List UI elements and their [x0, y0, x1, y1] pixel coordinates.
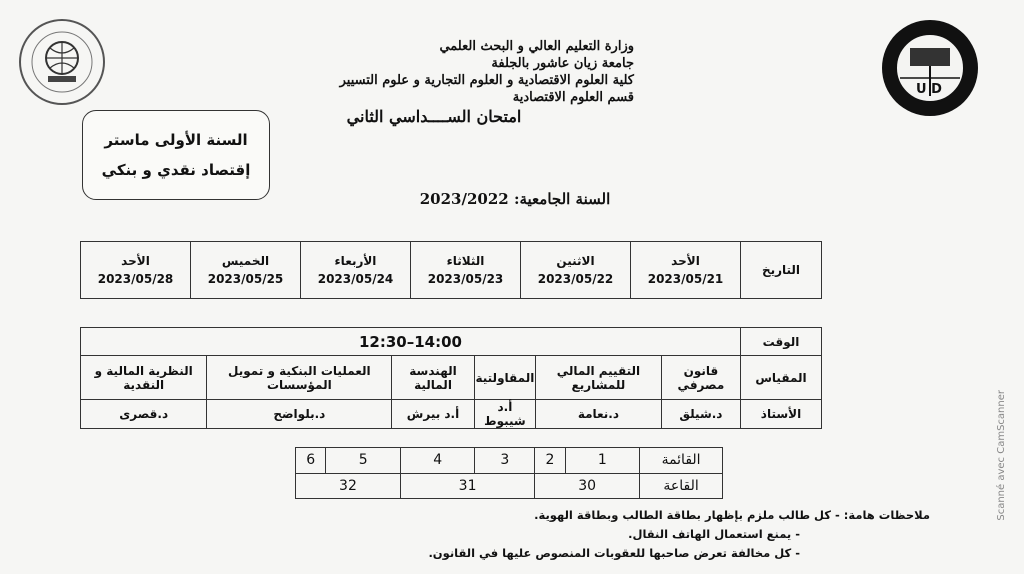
date-cell: الثلاثاء 2023/05/23 [411, 242, 521, 299]
teacher-cell: د.شيلق [661, 400, 740, 429]
seal-letters: U D [916, 82, 942, 97]
notes-block [380, 506, 930, 563]
room-cell: 32 [296, 473, 401, 499]
list-cell: 1 [565, 448, 639, 474]
rooms-table [295, 447, 723, 499]
header-block [234, 38, 634, 125]
exam-title: امتحان الســــداسي الثاني [346, 107, 522, 126]
room-cell: 31 [400, 473, 534, 499]
university-line: جامعة زيان عاشور بالجلفة [491, 56, 634, 71]
list-label: القائمة [640, 448, 723, 474]
list-cell: 4 [400, 448, 474, 474]
date-cell: الأحد 2023/05/21 [631, 242, 741, 299]
date-label: التاريخ [741, 242, 822, 299]
teacher-label: الأستاذ [741, 400, 822, 429]
faculty-seal-logo [18, 18, 106, 106]
module-cell: التقييم المالي للمشاريع [536, 356, 662, 400]
schedule-table [80, 327, 822, 429]
date-cell: الاثنين 2023/05/22 [521, 242, 631, 299]
module-cell: الهندسة المالية [392, 356, 475, 400]
date-cell: الأحد 2023/05/28 [81, 242, 191, 299]
list-cell: 5 [326, 448, 400, 474]
level-box [82, 110, 270, 200]
module-cell: العمليات البنكية و تمويل المؤسسات [207, 356, 392, 400]
time-value: 14:00–12:30 [81, 328, 741, 356]
dates-table [80, 241, 822, 299]
module-label: المقياس [741, 356, 822, 400]
note-item: - يمنع استعمال الهاتف النقال. [628, 527, 800, 541]
list-cell: 6 [296, 448, 326, 474]
list-cell: 3 [475, 448, 535, 474]
notes-title: ملاحظات هامة: [843, 508, 930, 522]
date-cell: الأربعاء 2023/05/24 [301, 242, 411, 299]
teacher-cell: د.بلواضح [207, 400, 392, 429]
level-line: السنة الأولى ماستر [104, 131, 248, 149]
academic-year: السنة الجامعية: 2023/2022 [419, 190, 611, 208]
list-cell: 2 [535, 448, 565, 474]
faculty-line: كلية العلوم الاقتصادية و العلوم التجارية و علوم التسيير [339, 73, 634, 88]
teacher-cell: أ.د شيبوط [474, 400, 535, 429]
module-cell: النظرية المالية و النقدية [81, 356, 207, 400]
note-item: - كل مخالفة تعرض صاحبها للعقوبات المنصوص عليها في القانون. [428, 546, 800, 560]
date-cell: الخميس 2023/05/25 [191, 242, 301, 299]
room-cell: 30 [535, 473, 640, 499]
module-cell: قانون مصرفي [661, 356, 740, 400]
teacher-cell: د.قصرى [81, 400, 207, 429]
camscanner-watermark: Scanné avec CamScanner [996, 390, 1007, 521]
specialty-line: إقتصاد نقدي و بنكي [101, 161, 251, 179]
room-label: القاعة [640, 473, 723, 499]
department-line: قسم العلوم الاقتصادية [512, 90, 634, 105]
module-cell: المقاولتية [474, 356, 535, 400]
note-item: - كل طالب ملزم بإظهار بطاقة الطالب وبطاقة الهوية. [534, 508, 840, 522]
teacher-cell: د.نعامة [536, 400, 662, 429]
university-seal-logo [880, 18, 980, 118]
ministry-line: وزارة التعليم العالي و البحث العلمي [439, 39, 634, 54]
teacher-cell: أ.د بيرش [392, 400, 475, 429]
time-label: الوقت [741, 328, 822, 356]
